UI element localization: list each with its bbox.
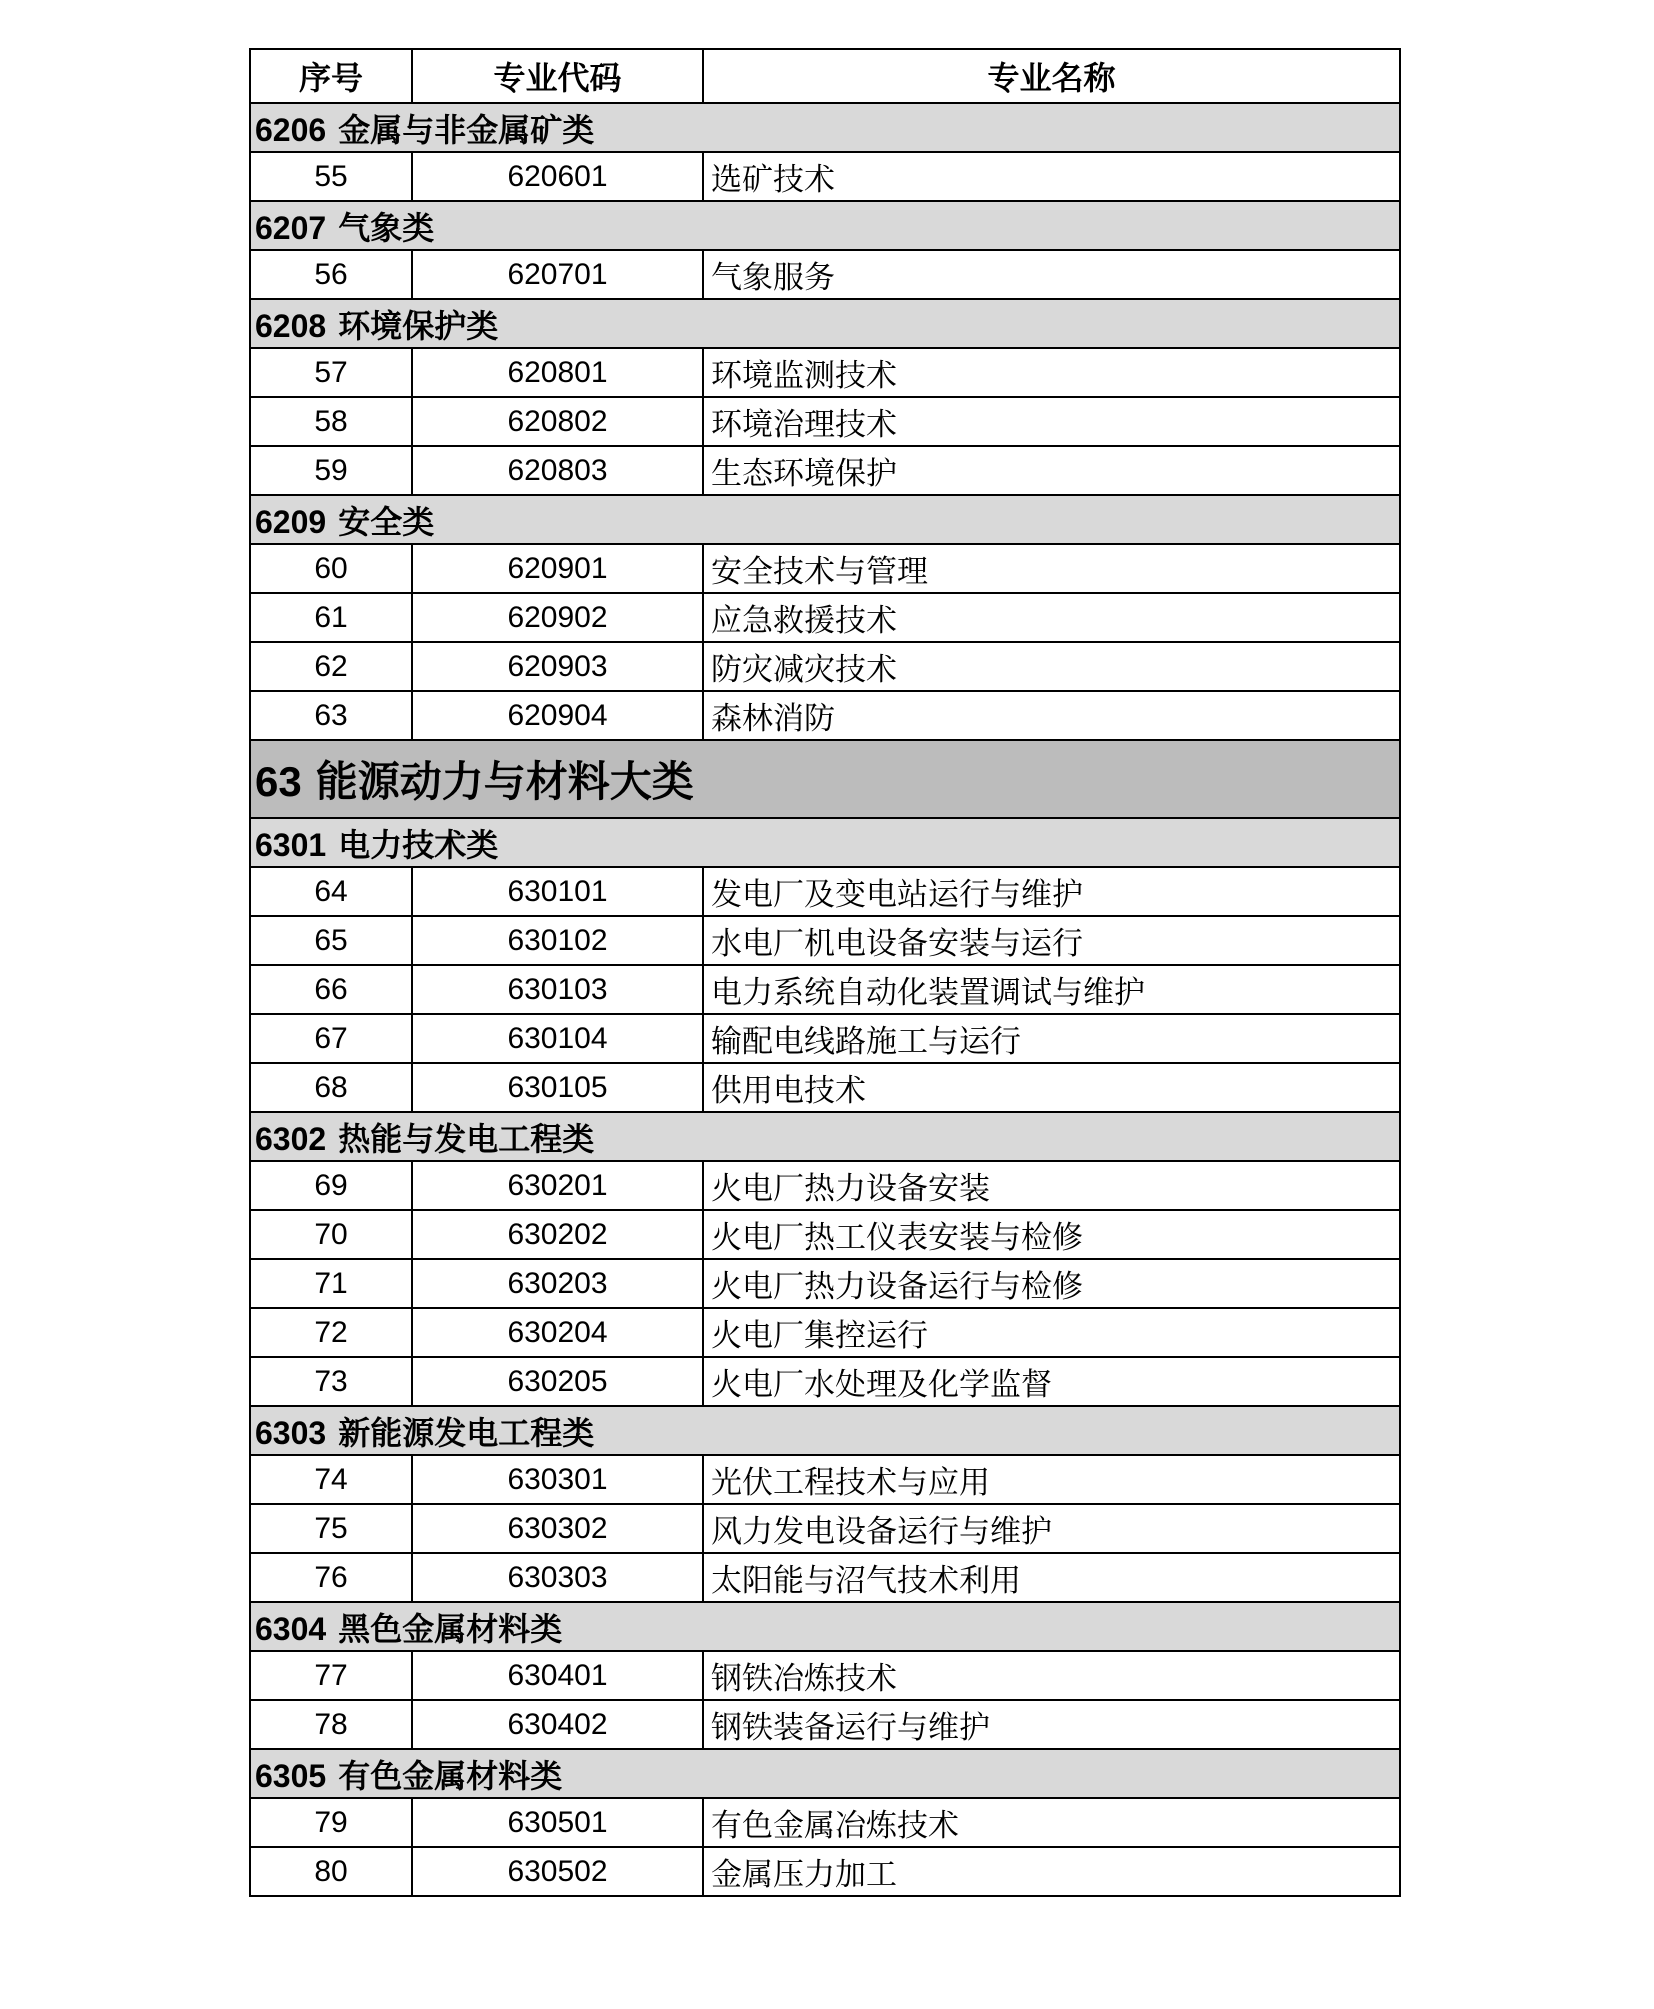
- major-code-cell: 630502: [412, 1847, 703, 1896]
- row-index-cell: 76: [250, 1553, 412, 1602]
- major-code-cell: 630401: [412, 1651, 703, 1700]
- major-code-cell: 630204: [412, 1308, 703, 1357]
- table-row: [250, 1700, 1400, 1749]
- table-header-row: [250, 49, 1400, 103]
- major-name-cell: 火电厂热力设备安装: [703, 1161, 1400, 1210]
- major-name-cell: 输配电线路施工与运行: [703, 1014, 1400, 1063]
- row-index-cell: 74: [250, 1455, 412, 1504]
- section-header-row: [250, 299, 1400, 348]
- row-index-cell: 72: [250, 1308, 412, 1357]
- major-name-cell: 森林消防: [703, 691, 1400, 740]
- row-index-cell: 70: [250, 1210, 412, 1259]
- major-name-cell: 应急救援技术: [703, 593, 1400, 642]
- major-name-cell: 有色金属冶炼技术: [703, 1798, 1400, 1847]
- section-header-cell: [250, 201, 1400, 250]
- major-name-cell: 生态环境保护: [703, 446, 1400, 495]
- major-name-cell: 太阳能与沼气技术利用: [703, 1553, 1400, 1602]
- major-code-cell: 620802: [412, 397, 703, 446]
- table-row: [250, 348, 1400, 397]
- major-name-cell: 电力系统自动化装置调试与维护: [703, 965, 1400, 1014]
- table-row: [250, 1798, 1400, 1847]
- table-row: [250, 1455, 1400, 1504]
- major-name-cell: 供用电技术: [703, 1063, 1400, 1112]
- table-row: [250, 1504, 1400, 1553]
- major-code-cell: 630102: [412, 916, 703, 965]
- table-row: [250, 152, 1400, 201]
- section-header-row: [250, 495, 1400, 544]
- table-row: [250, 867, 1400, 916]
- section-name: 黑色金属材料类: [338, 1610, 563, 1647]
- column-header-code: 专业代码: [412, 49, 703, 103]
- section-name: 热能与发电工程类: [338, 1120, 595, 1157]
- section-header-row: [250, 1749, 1400, 1798]
- section-header-cell: [250, 495, 1400, 544]
- table-row: [250, 593, 1400, 642]
- row-index-cell: 68: [250, 1063, 412, 1112]
- section-code: 6301: [255, 826, 327, 863]
- major-category-code: 63: [255, 758, 302, 805]
- section-header-row: [250, 103, 1400, 152]
- major-name-cell: 钢铁装备运行与维护: [703, 1700, 1400, 1749]
- section-name: 气象类: [338, 209, 435, 246]
- major-name-cell: 安全技术与管理: [703, 544, 1400, 593]
- row-index-cell: 80: [250, 1847, 412, 1896]
- major-code-cell: 620901: [412, 544, 703, 593]
- major-name-cell: 火电厂热工仪表安装与检修: [703, 1210, 1400, 1259]
- table-row: [250, 1063, 1400, 1112]
- row-index-cell: 62: [250, 642, 412, 691]
- row-index-cell: 69: [250, 1161, 412, 1210]
- major-name-cell: 气象服务: [703, 250, 1400, 299]
- table-row: [250, 1651, 1400, 1700]
- table-row: [250, 446, 1400, 495]
- table-row: [250, 1308, 1400, 1357]
- major-code-cell: 630103: [412, 965, 703, 1014]
- row-index-cell: 58: [250, 397, 412, 446]
- major-code-cell: 630301: [412, 1455, 703, 1504]
- row-index-cell: 66: [250, 965, 412, 1014]
- row-index-cell: 61: [250, 593, 412, 642]
- table-row: [250, 916, 1400, 965]
- major-category-row: [250, 740, 1400, 818]
- major-category-cell: [250, 740, 1400, 818]
- major-name-cell: 火电厂热力设备运行与检修: [703, 1259, 1400, 1308]
- major-code-cell: 620601: [412, 152, 703, 201]
- major-name-cell: 钢铁冶炼技术: [703, 1651, 1400, 1700]
- column-header-name: 专业名称: [703, 49, 1400, 103]
- table-row: [250, 1014, 1400, 1063]
- section-header-cell: [250, 103, 1400, 152]
- section-header-cell: [250, 1749, 1400, 1798]
- major-name-cell: 发电厂及变电站运行与维护: [703, 867, 1400, 916]
- table-row: [250, 691, 1400, 740]
- section-header-cell: [250, 1406, 1400, 1455]
- section-header-cell: [250, 1602, 1400, 1651]
- major-code-cell: 620902: [412, 593, 703, 642]
- major-category-name: 能源动力与材料大类: [315, 758, 694, 805]
- major-name-cell: 选矿技术: [703, 152, 1400, 201]
- majors-table: [249, 48, 1401, 1897]
- major-code-cell: 620803: [412, 446, 703, 495]
- major-code-cell: 620701: [412, 250, 703, 299]
- section-header-cell: [250, 299, 1400, 348]
- row-index-cell: 57: [250, 348, 412, 397]
- row-index-cell: 55: [250, 152, 412, 201]
- row-index-cell: 71: [250, 1259, 412, 1308]
- row-index-cell: 78: [250, 1700, 412, 1749]
- column-header-index: 序号: [250, 49, 412, 103]
- major-code-cell: 620801: [412, 348, 703, 397]
- major-code-cell: 630203: [412, 1259, 703, 1308]
- section-header-cell: [250, 818, 1400, 867]
- majors-table-body: [250, 49, 1400, 1896]
- table-row: [250, 1357, 1400, 1406]
- major-name-cell: 火电厂集控运行: [703, 1308, 1400, 1357]
- section-code: 6207: [255, 209, 327, 246]
- table-row: [250, 1210, 1400, 1259]
- table-row: [250, 1259, 1400, 1308]
- row-index-cell: 75: [250, 1504, 412, 1553]
- major-code-cell: 630303: [412, 1553, 703, 1602]
- section-name: 金属与非金属矿类: [338, 111, 595, 148]
- major-name-cell: 环境监测技术: [703, 348, 1400, 397]
- major-code-cell: 620904: [412, 691, 703, 740]
- row-index-cell: 64: [250, 867, 412, 916]
- row-index-cell: 60: [250, 544, 412, 593]
- major-code-cell: 620903: [412, 642, 703, 691]
- major-name-cell: 风力发电设备运行与维护: [703, 1504, 1400, 1553]
- section-header-row: [250, 201, 1400, 250]
- section-name: 新能源发电工程类: [338, 1414, 595, 1451]
- section-code: 6305: [255, 1757, 327, 1794]
- table-row: [250, 1847, 1400, 1896]
- row-index-cell: 67: [250, 1014, 412, 1063]
- row-index-cell: 73: [250, 1357, 412, 1406]
- section-code: 6206: [255, 111, 327, 148]
- table-row: [250, 544, 1400, 593]
- section-header-row: [250, 818, 1400, 867]
- major-name-cell: 金属压力加工: [703, 1847, 1400, 1896]
- section-code: 6209: [255, 503, 327, 540]
- row-index-cell: 79: [250, 1798, 412, 1847]
- table-row: [250, 250, 1400, 299]
- major-code-cell: 630105: [412, 1063, 703, 1112]
- major-name-cell: 火电厂水处理及化学监督: [703, 1357, 1400, 1406]
- section-name: 有色金属材料类: [338, 1757, 563, 1794]
- table-row: [250, 1161, 1400, 1210]
- table-row: [250, 397, 1400, 446]
- major-code-cell: 630402: [412, 1700, 703, 1749]
- row-index-cell: 56: [250, 250, 412, 299]
- section-name: 安全类: [338, 503, 435, 540]
- section-name: 环境保护类: [338, 307, 499, 344]
- table-row: [250, 642, 1400, 691]
- section-code: 6303: [255, 1414, 327, 1451]
- section-header-row: [250, 1602, 1400, 1651]
- section-code: 6304: [255, 1610, 327, 1647]
- major-code-cell: 630101: [412, 867, 703, 916]
- section-header-row: [250, 1112, 1400, 1161]
- section-header-row: [250, 1406, 1400, 1455]
- major-code-cell: 630302: [412, 1504, 703, 1553]
- row-index-cell: 65: [250, 916, 412, 965]
- major-name-cell: 光伏工程技术与应用: [703, 1455, 1400, 1504]
- section-name: 电力技术类: [338, 826, 499, 863]
- major-code-cell: 630104: [412, 1014, 703, 1063]
- row-index-cell: 59: [250, 446, 412, 495]
- major-code-cell: 630501: [412, 1798, 703, 1847]
- major-name-cell: 防灾减灾技术: [703, 642, 1400, 691]
- major-code-cell: 630201: [412, 1161, 703, 1210]
- major-code-cell: 630202: [412, 1210, 703, 1259]
- row-index-cell: 63: [250, 691, 412, 740]
- major-name-cell: 水电厂机电设备安装与运行: [703, 916, 1400, 965]
- table-row: [250, 965, 1400, 1014]
- row-index-cell: 77: [250, 1651, 412, 1700]
- section-code: 6302: [255, 1120, 327, 1157]
- section-code: 6208: [255, 307, 327, 344]
- major-code-cell: 630205: [412, 1357, 703, 1406]
- major-name-cell: 环境治理技术: [703, 397, 1400, 446]
- table-row: [250, 1553, 1400, 1602]
- section-header-cell: [250, 1112, 1400, 1161]
